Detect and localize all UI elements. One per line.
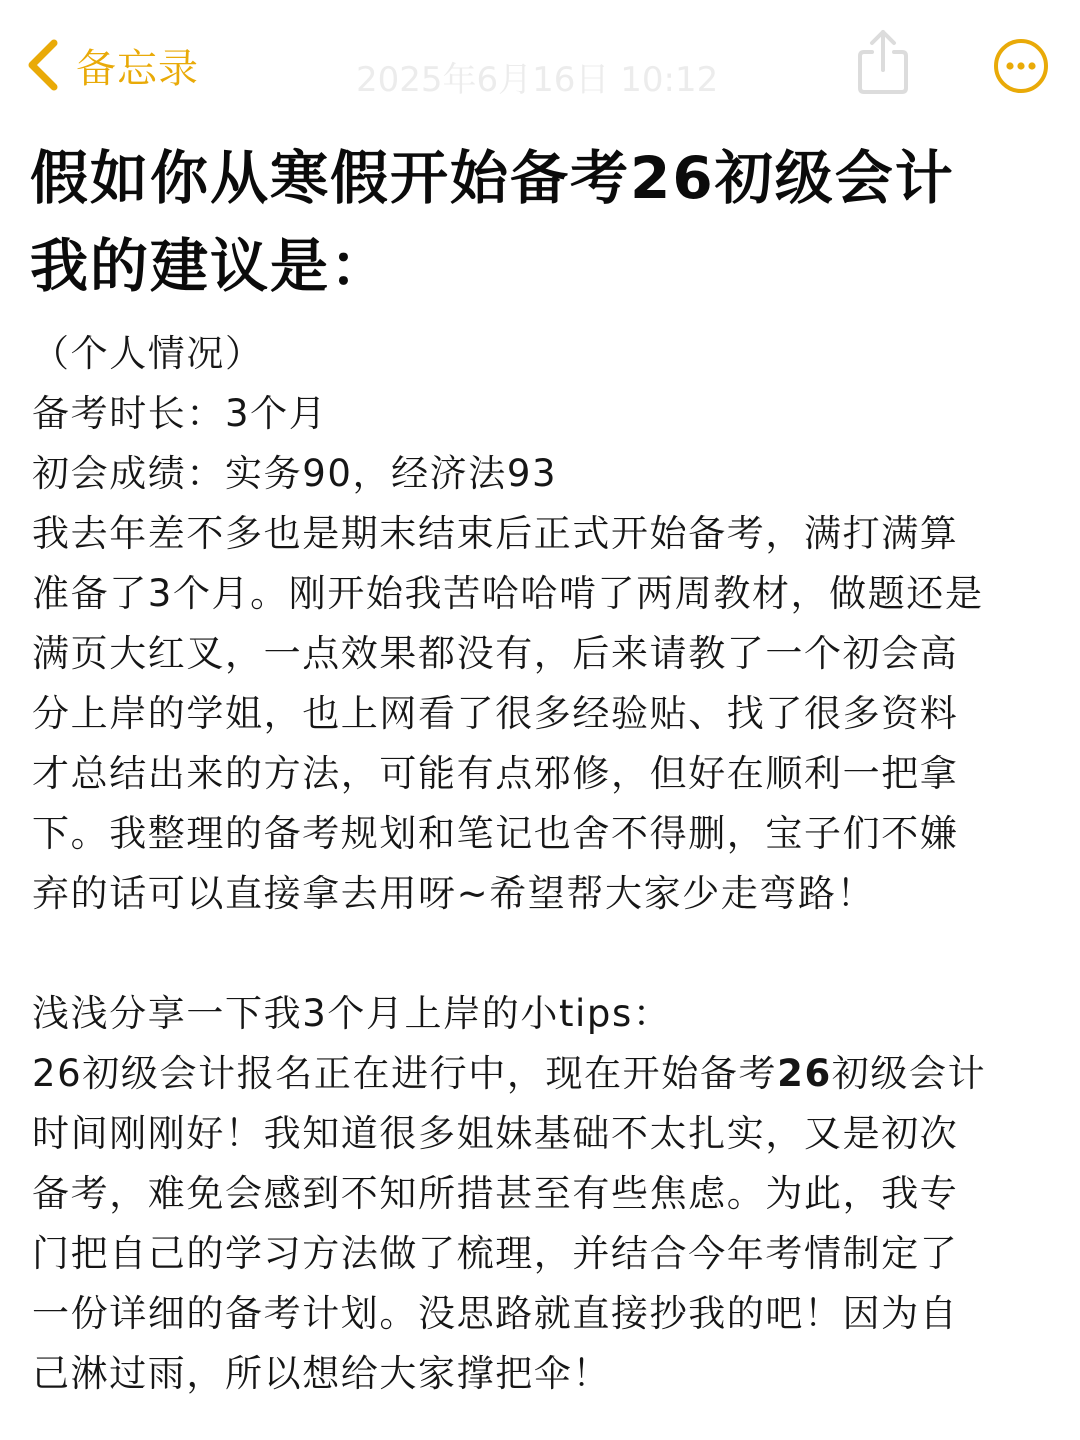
note-body [32,324,1048,1404]
body-line: 备考时长：3个月 [32,392,328,435]
body-line: 己淋过雨，所以想给大家撑把伞！ [32,1352,611,1395]
back-button[interactable] [18,30,199,100]
back-label: 备忘录 [76,45,199,92]
body-line: 门把自己的学习方法做了梳理，并结合今年考情制定了 [32,1232,959,1275]
more-options-icon [993,79,1049,98]
body-line: 时间刚刚好！我知道很多姐妹基础不太扎实，又是初次 [32,1112,959,1155]
body-text: 26初级会计报名正在进行中，现在开始备考 [32,1052,778,1095]
share-button[interactable] [852,26,914,98]
body-line: 初会成绩：实务90，经济法93 [32,452,558,495]
body-text: 初级会计 [831,1052,987,1095]
body-line: （个人情况） [32,332,264,375]
more-options-button[interactable] [993,38,1049,94]
body-line [32,1044,1048,1104]
chevron-left-icon [18,35,68,95]
bold-text: 26 [777,1052,832,1095]
body-line: 下。我整理的备考规划和笔记也舍不得删，宝子们不嫌 [32,812,959,855]
title-line: 我的建议是： [30,232,391,300]
body-line: 我去年差不多也是期末结束后正式开始备考，满打满算 [32,512,959,555]
body-line: 分上岸的学姐，也上网看了很多经验贴、找了很多资料 [32,692,959,735]
body-line: 一份详细的备考计划。没思路就直接抄我的吧！因为自 [32,1292,959,1335]
body-line: 备考，难免会感到不知所措甚至有些焦虑。为此，我专 [32,1172,959,1215]
share-icon [852,83,914,102]
navigation-bar [0,0,1080,130]
body-line: 准备了3个月。刚开始我苦哈哈啃了两周教材，做题还是 [32,572,984,615]
body-line: 满页大红叉，一点效果都没有，后来请教了一个初会高 [32,632,959,675]
body-line: 浅浅分享一下我3个月上岸的小tips： [32,992,672,1035]
body-line: 才总结出来的方法，可能有点邪修，但好在顺利一把拿 [32,752,959,795]
note-title [30,134,1060,310]
blank-line [32,924,1048,984]
body-line: 弃的话可以直接拿去用呀~希望帮大家少走弯路！ [32,872,876,915]
title-line: 假如你从寒假开始备考26初级会计 [30,144,955,212]
note-date: 2025年6月16日 10:12 [356,60,719,100]
